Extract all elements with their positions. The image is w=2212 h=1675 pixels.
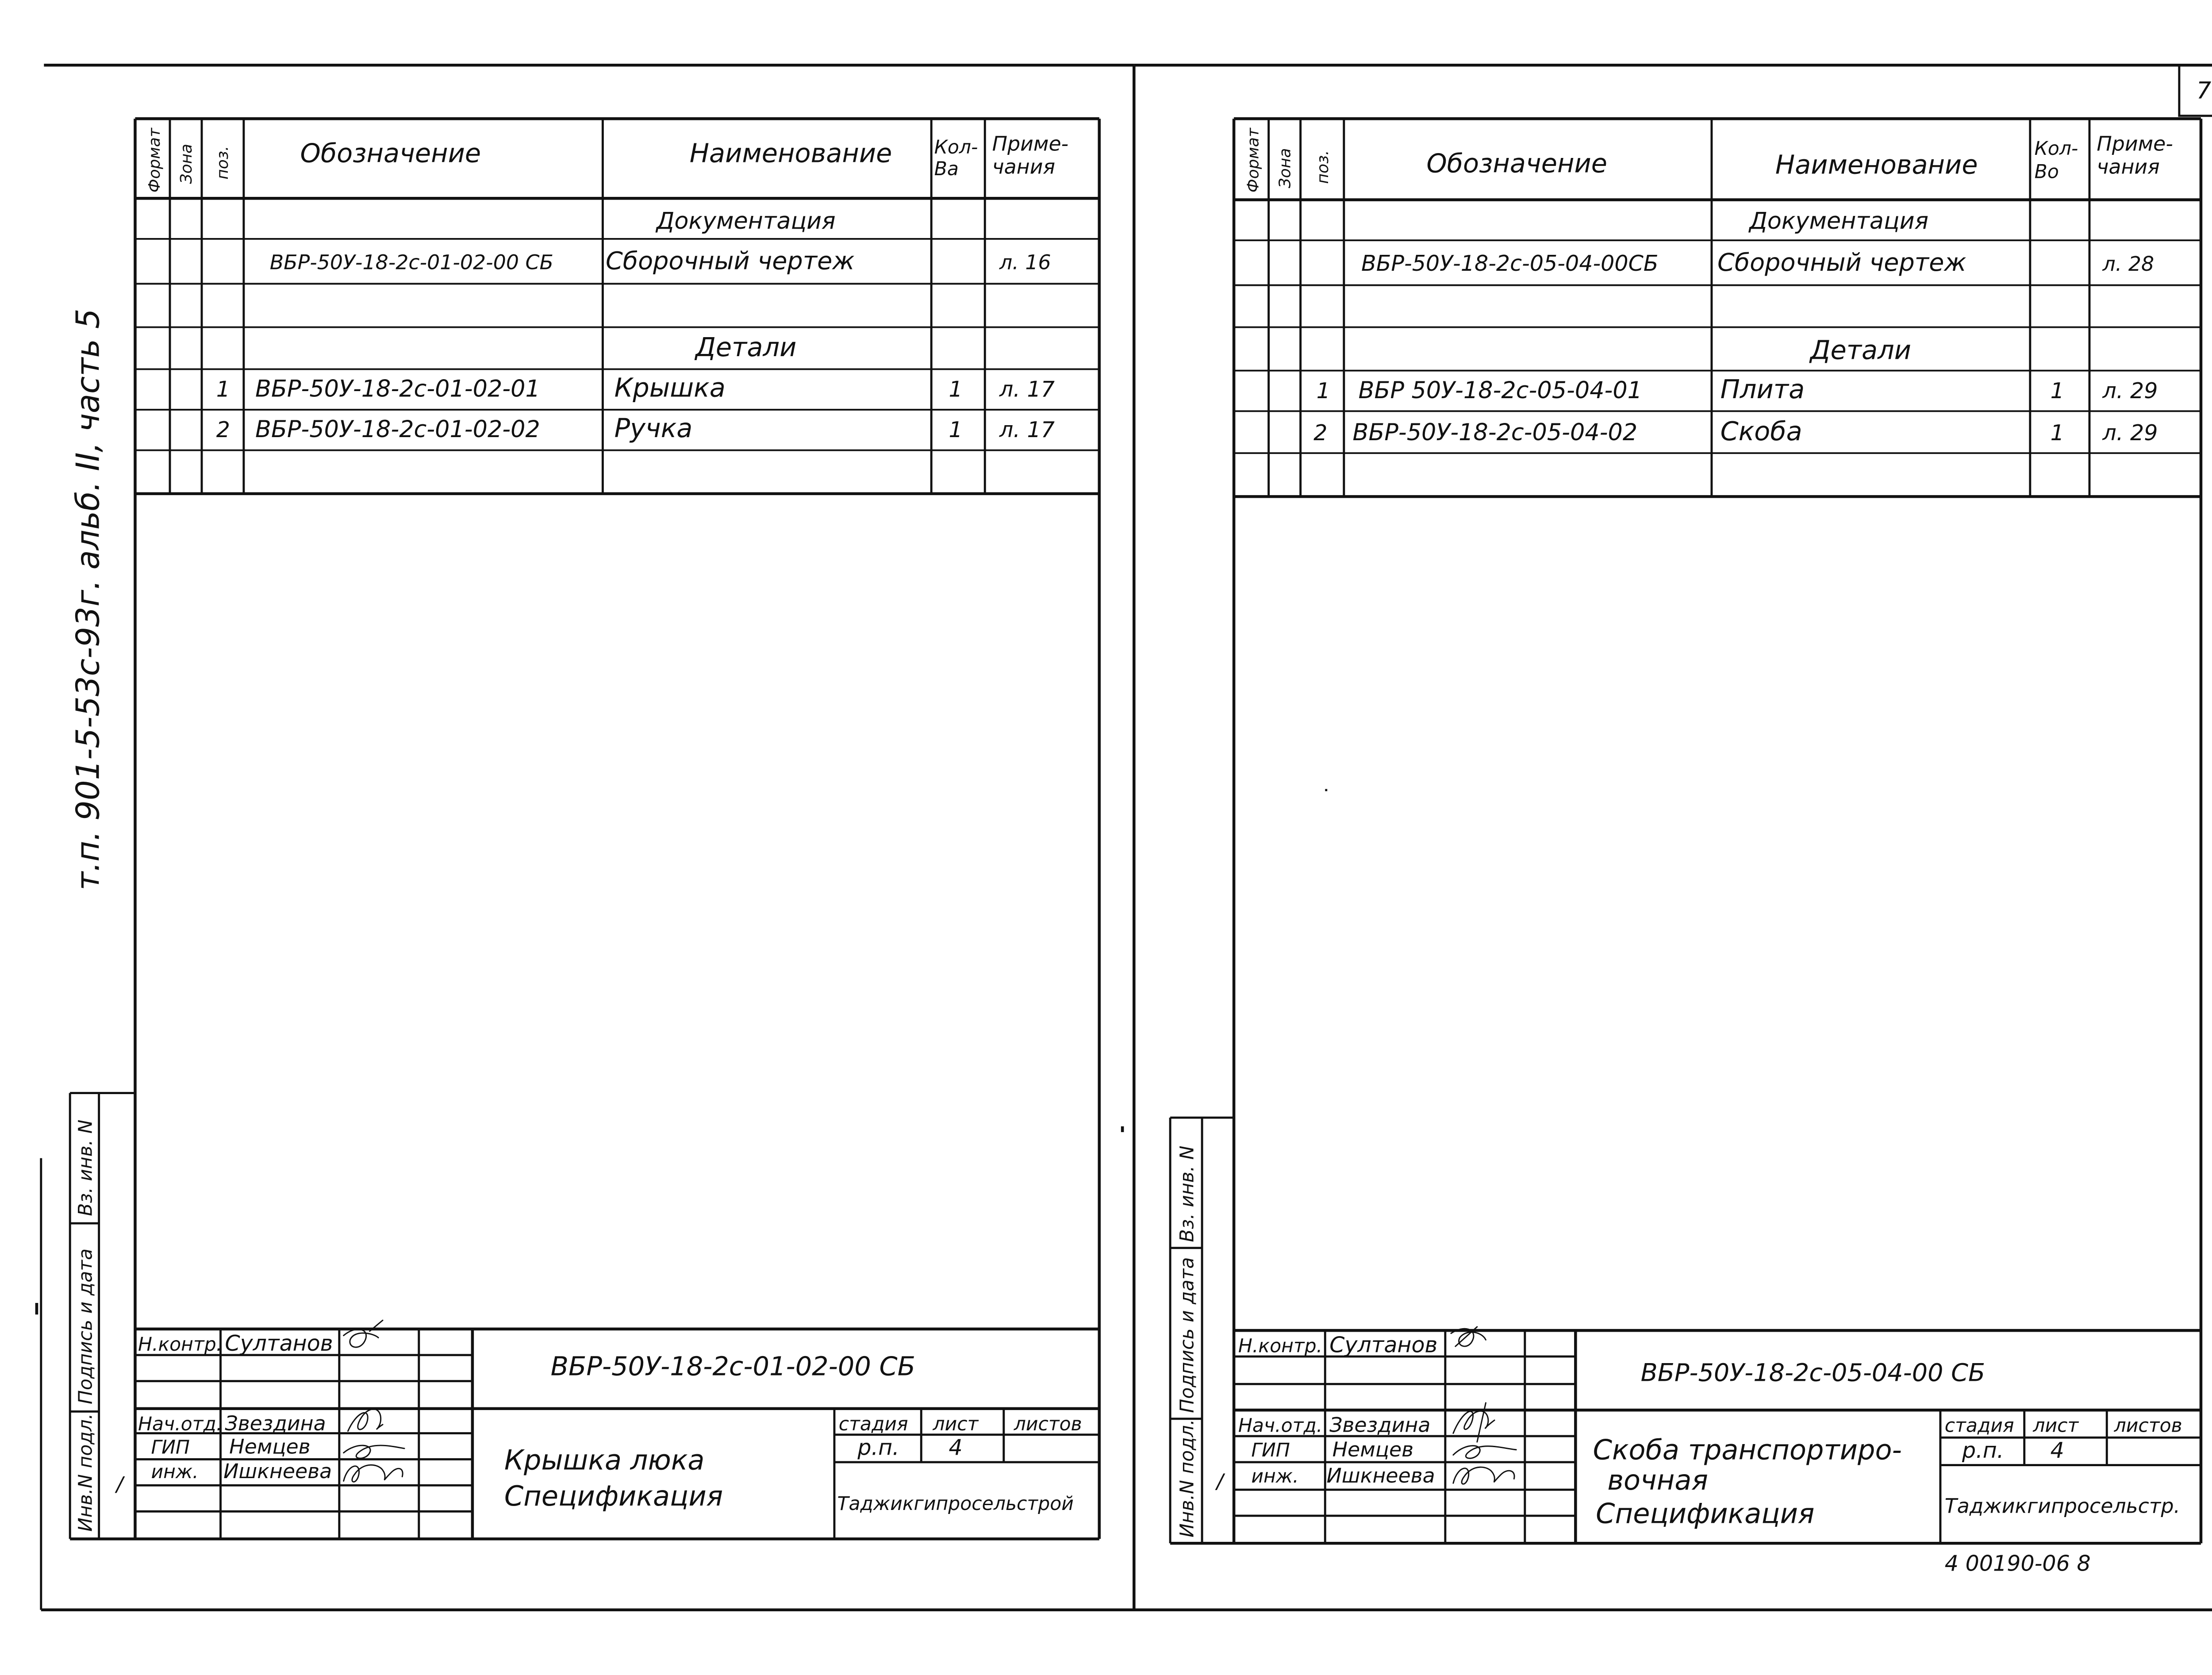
r-person-zvezdina: Звездина xyxy=(1329,1413,1431,1437)
r-stamp-n-kontr: Н.контр. xyxy=(1238,1335,1323,1357)
r-stamp-list-label: лист xyxy=(2033,1415,2079,1437)
doc-name: Сборочный чертеж xyxy=(605,246,855,276)
header-format: Формат xyxy=(146,128,164,193)
r-header-name: Наименование xyxy=(1775,149,1978,180)
item-2-name: Ручка xyxy=(614,413,693,444)
r-item-1-note: л. 29 xyxy=(2102,377,2158,403)
r-doc-note: л. 28 xyxy=(2102,251,2154,276)
signature-ishkneeva xyxy=(344,1465,403,1482)
r-stamp-stadia-label: стадия xyxy=(1944,1415,2014,1437)
r-person-nemtsev: Немцев xyxy=(1332,1437,1414,1461)
header-note-1: Приме- xyxy=(992,131,1069,156)
person-zvezdina: Звездина xyxy=(225,1411,326,1435)
r-section-parts: Детали xyxy=(1810,334,1912,365)
archive-number: 4 00190-06 8 xyxy=(1944,1550,2091,1576)
stamp-gip: ГИП xyxy=(151,1437,190,1459)
stamp-stage: р.п. xyxy=(857,1434,899,1460)
signature-sultanov xyxy=(344,1320,383,1347)
r-stamp-title-2: вочная xyxy=(1607,1464,1708,1497)
page-number: 7 xyxy=(2196,77,2212,104)
r-item-2-pos: 2 xyxy=(1313,419,1328,446)
r-item-1-name: Плита xyxy=(1720,373,1805,404)
r-stamp-listov-label: листов xyxy=(2114,1415,2182,1437)
header-pos: поз. xyxy=(213,146,232,180)
margin-sign-date: Подпись и дата xyxy=(75,1248,97,1405)
r-signature-ishkneeva xyxy=(1453,1467,1514,1484)
stamp-n-kontr: Н.контр. xyxy=(138,1334,223,1356)
r-margin-sign-date: Подпись и дата xyxy=(1176,1257,1198,1413)
r-item-2-note: л. 29 xyxy=(2102,419,2158,446)
item-2-pos: 2 xyxy=(216,417,230,443)
item-1-note: л. 17 xyxy=(999,376,1055,402)
stamp-nach-otd: Нач.отд. xyxy=(138,1413,223,1435)
header-designation: Обозначение xyxy=(300,138,481,169)
r-margin-inv-orig: Инв.N подл. xyxy=(1176,1419,1198,1538)
item-2-qty: 1 xyxy=(949,417,963,443)
r-header-pos: поз. xyxy=(1313,150,1332,184)
signature-nemtsev xyxy=(344,1445,404,1458)
stamp-code: ВБР-50У-18-2с-01-02-00 СБ xyxy=(550,1351,916,1382)
album-side-label: т.п. 901-5-53с-93г. альб. II, часть 5 xyxy=(69,308,107,891)
header-qty-2: Ва xyxy=(934,158,959,180)
r-signature-nemtsev xyxy=(1453,1446,1516,1458)
r-stamp-gip: ГИП xyxy=(1251,1439,1290,1461)
stamp-title-1: Крышка люка xyxy=(504,1444,705,1476)
stamp-listov-label: листов xyxy=(1014,1413,1082,1435)
page-number-box xyxy=(2179,65,2212,116)
section-parts: Детали xyxy=(695,331,797,362)
doc-note: л. 16 xyxy=(999,250,1051,274)
stamp-title-2: Спецификация xyxy=(504,1480,723,1513)
r-item-2-name: Скоба xyxy=(1720,415,1802,446)
stamp-sheet: 4 xyxy=(949,1434,963,1460)
r-stamp-stage: р.п. xyxy=(1962,1437,2004,1464)
item-1-designation: ВБР-50У-18-2с-01-02-01 xyxy=(255,375,540,403)
r-doc-designation: ВБР-50У-18-2с-05-04-00СБ xyxy=(1361,250,1659,276)
item-2-note: л. 17 xyxy=(999,417,1055,443)
item-1-name: Крышка xyxy=(614,372,726,403)
item-2-designation: ВБР-50У-18-2с-01-02-02 xyxy=(255,416,540,443)
r-item-1-qty: 1 xyxy=(2050,377,2064,403)
r-header-format: Формат xyxy=(1244,128,1263,193)
r-header-qty-2: Во xyxy=(2034,161,2059,183)
svg-text:/: / xyxy=(1216,1469,1224,1493)
header-zone: Зона xyxy=(177,143,196,184)
header-note-2: чания xyxy=(992,154,1056,179)
r-person-ishkneeva: Ишкнеева xyxy=(1326,1463,1435,1487)
r-stamp-sheet: 4 xyxy=(2050,1437,2064,1464)
r-item-2-designation: ВБР-50У-18-2с-05-04-02 xyxy=(1352,419,1638,446)
item-1-qty: 1 xyxy=(949,376,963,402)
margin-vz-inv: Вз. инв. N xyxy=(75,1119,97,1216)
left-spec-sheet xyxy=(70,119,1099,1539)
person-sultanov: Султанов xyxy=(225,1330,333,1356)
r-person-sultanov: Султанов xyxy=(1329,1332,1438,1358)
r-item-1-designation: ВБР 50У-18-2с-05-04-01 xyxy=(1358,376,1642,404)
r-stamp-code: ВБР-50У-18-2с-05-04-00 СБ xyxy=(1640,1358,1985,1387)
person-nemtsev: Немцев xyxy=(229,1434,311,1459)
r-margin-vz-inv: Вз. инв. N xyxy=(1176,1145,1198,1242)
stamp-list-label: лист xyxy=(933,1413,979,1435)
stamp-inzh: инж. xyxy=(151,1461,199,1483)
r-stamp-inzh: инж. xyxy=(1251,1465,1299,1487)
stamp-org: Таджикгипросельстрой xyxy=(837,1493,1074,1515)
person-ishkneeva: Ишкнеева xyxy=(223,1459,332,1483)
section-documentation: Документация xyxy=(656,207,836,235)
r-stamp-title-1: Скоба транспортиро- xyxy=(1593,1433,1902,1466)
r-stamp-title-3: Спецификация xyxy=(1596,1497,1815,1530)
margin-inv-orig: Инв.N подл. xyxy=(75,1413,97,1532)
r-doc-name: Сборочный чертеж xyxy=(1717,248,1966,277)
r-header-zone: Зона xyxy=(1276,148,1294,188)
r-header-designation: Обозначение xyxy=(1426,148,1607,179)
header-qty-1: Кол- xyxy=(934,136,978,158)
r-stamp-org: Таджикгипросельстр. xyxy=(1944,1494,2181,1518)
r-header-note-1: Приме- xyxy=(2097,131,2173,156)
r-stamp-nach-otd: Нач.отд. xyxy=(1238,1415,1323,1437)
right-spec-sheet xyxy=(1170,119,2201,1543)
r-header-note-2: чания xyxy=(2097,154,2160,179)
r-item-1-pos: 1 xyxy=(1316,377,1330,403)
stamp-stadia-label: стадия xyxy=(838,1413,908,1435)
svg-text:/: / xyxy=(116,1472,123,1496)
signature-zvezdina xyxy=(348,1409,383,1431)
item-1-pos: 1 xyxy=(216,376,230,402)
header-name: Наименование xyxy=(689,138,892,169)
r-header-qty-1: Кол- xyxy=(2034,138,2078,160)
doc-designation: ВБР-50У-18-2с-01-02-00 СБ xyxy=(269,250,553,274)
r-item-2-qty: 1 xyxy=(2050,419,2064,446)
r-section-documentation: Документация xyxy=(1749,207,1929,235)
